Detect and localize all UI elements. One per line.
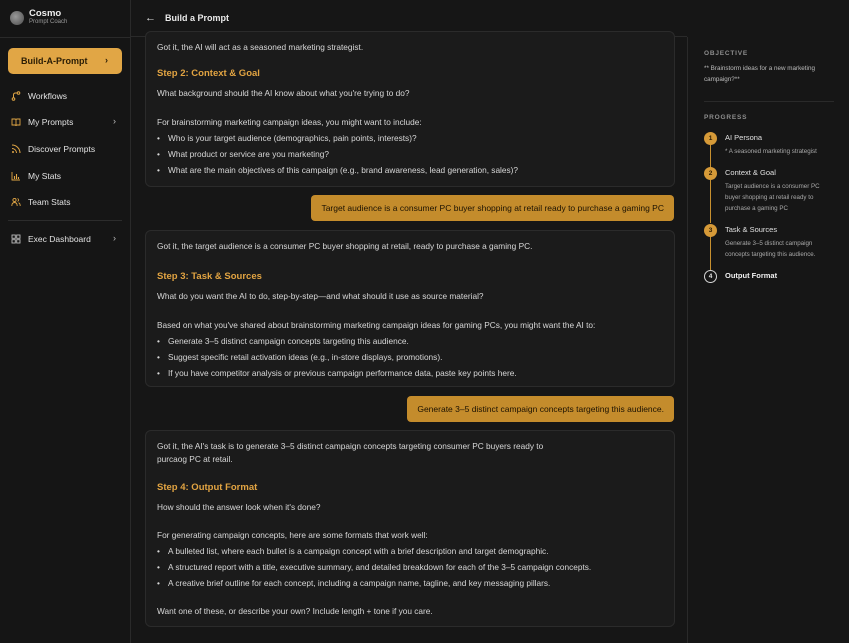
ai-question: How should the answer look when it's done? xyxy=(157,502,321,512)
progress-panel xyxy=(687,37,849,643)
sidebar-item-label: Team Stats xyxy=(28,197,71,207)
dashboard-icon xyxy=(10,234,21,245)
step-2-desc: Target audience is a consumer PC buyer shopping at retail ready to purchase a gaming PC xyxy=(725,183,820,212)
step-2-badge: 2 xyxy=(704,167,717,180)
panel-divider xyxy=(704,101,834,102)
ai-message xyxy=(145,230,675,387)
progress-connector xyxy=(710,145,711,168)
ai-message xyxy=(145,31,675,187)
list-item: • Suggest specific retail activation ideas (e.g., in-store displays, promotions). xyxy=(157,352,442,362)
list-item: • What are the main objectives of this campaign (e.g., brand awareness, lead generation, sales)? xyxy=(157,165,518,175)
ai-message-intro: Got it, the AI will act as a seasoned marketing strategist. xyxy=(157,42,364,52)
brand-logo xyxy=(10,11,24,25)
sidebar-item-my-prompts[interactable] xyxy=(10,114,122,130)
sidebar-item-team-stats[interactable] xyxy=(10,194,122,210)
progress-heading: PROGRESS xyxy=(704,114,748,121)
sidebar-item-my-stats[interactable] xyxy=(10,168,122,184)
ai-hint: For brainstorming marketing campaign ideas, you might want to include: xyxy=(157,117,422,127)
ai-message-intro-cont: purcaog PC at retail. xyxy=(157,454,233,464)
build-a-prompt-label: Build-A-Prompt xyxy=(21,56,88,66)
ai-hint: Based on what you've shared about brainstorming marketing campaign ideas for gaming PCs, you might want the AI to: xyxy=(157,320,596,330)
sidebar-item-label: Workflows xyxy=(28,91,68,101)
user-message: Generate 3–5 distinct campaign concepts targeting this audience. xyxy=(407,396,674,422)
sidebar-item-label: Discover Prompts xyxy=(28,144,96,154)
sidebar-item-label: Exec Dashboard xyxy=(28,234,91,244)
sidebar-item-exec-dashboard[interactable] xyxy=(10,231,122,247)
ai-message-intro: Got it, the AI's task is to generate 3–5 distinct campaign concepts targeting consumer PC buyers ready to xyxy=(157,441,544,451)
ai-question: What background should the AI know about what you're trying to do? xyxy=(157,88,410,98)
list-item: • If you have competitor analysis or previous campaign performance data, paste key points here. xyxy=(157,368,517,378)
progress-connector xyxy=(710,236,711,270)
brand-name: Cosmo xyxy=(29,8,62,19)
rss-icon xyxy=(10,144,21,155)
ai-message-intro: Got it, the target audience is a consumer PC buyer shopping at retail, ready to purchase a gaming PC. xyxy=(157,241,533,251)
sidebar xyxy=(0,0,131,643)
objective-heading: OBJECTIVE xyxy=(704,50,749,57)
chevron-right-icon: › xyxy=(113,116,116,126)
brand-subtitle: Prompt Coach xyxy=(29,19,68,25)
objective-text: ** Brainstorm ideas for a new marketing campaign?** xyxy=(704,65,815,83)
step-2-title[interactable]: Context & Goal xyxy=(725,168,776,177)
build-a-prompt-button[interactable] xyxy=(8,48,122,74)
progress-connector xyxy=(710,180,711,223)
step-3-desc: Generate 3–5 distinct campaign concepts targeting this audience. xyxy=(725,240,816,258)
user-message: Target audience is a consumer PC buyer shopping at retail ready to purchase a gaming PC xyxy=(311,195,674,221)
ai-closing: Want one of these, or describe your own? Include length + tone if you care. xyxy=(157,606,433,616)
chat-thread[interactable] xyxy=(131,37,687,643)
step-4-badge: 4 xyxy=(704,270,717,283)
users-icon xyxy=(10,197,21,208)
list-item: • Who is your target audience (demographics, pain points, interests)? xyxy=(157,133,417,143)
sidebar-header-divider xyxy=(0,37,131,38)
step-1-desc: * A seasoned marketing strategist xyxy=(725,148,817,155)
ai-message xyxy=(145,430,675,627)
step-1-badge: 1 xyxy=(704,132,717,145)
list-item: • Generate 3–5 distinct campaign concepts targeting this audience. xyxy=(157,336,409,346)
step-heading: Step 4: Output Format xyxy=(157,482,258,493)
brand[interactable] xyxy=(10,9,67,26)
list-item: • A bulleted list, where each bullet is a campaign concept with a brief description and target demographic. xyxy=(157,546,549,556)
back-arrow-icon[interactable]: ← xyxy=(145,12,156,24)
step-4-title[interactable]: Output Format xyxy=(725,271,778,280)
step-3-title[interactable]: Task & Sources xyxy=(725,225,778,234)
step-1-title[interactable]: AI Persona xyxy=(725,133,763,142)
sidebar-item-workflows[interactable] xyxy=(10,88,122,104)
step-3-badge: 3 xyxy=(704,224,717,237)
workflow-icon xyxy=(10,91,21,102)
step-heading: Step 2: Context & Goal xyxy=(157,68,260,79)
sidebar-item-label: My Stats xyxy=(28,171,62,181)
list-item: • A structured report with a title, executive summary, and detailed breakdown for each of the 3–5 campaign concepts. xyxy=(157,562,591,572)
ai-hint: For generating campaign concepts, here are some formats that work well: xyxy=(157,530,428,540)
bar-chart-icon xyxy=(10,171,21,182)
book-icon xyxy=(10,117,21,128)
page-title: Build a Prompt xyxy=(165,13,230,23)
sidebar-item-discover-prompts[interactable] xyxy=(10,141,122,157)
chevron-right-icon: › xyxy=(113,233,116,243)
sidebar-item-label: My Prompts xyxy=(28,117,74,127)
chevron-right-icon: › xyxy=(105,55,108,65)
ai-question: What do you want the AI to do, step-by-step—and what should it use as source material? xyxy=(157,291,484,301)
list-item: • A creative brief outline for each concept, including a campaign name, tagline, and key messaging pillars. xyxy=(157,578,550,588)
step-heading: Step 3: Task & Sources xyxy=(157,271,262,282)
list-item: • What product or service are you marketing? xyxy=(157,149,329,159)
sidebar-divider xyxy=(8,220,122,221)
